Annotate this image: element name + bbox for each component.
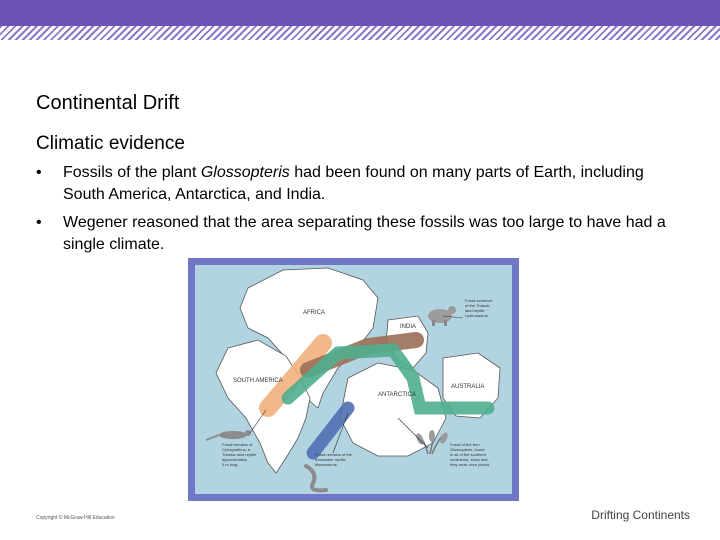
- bullet-text: Wegener reasoned that the area separating these fossils was too large to have had a single climate.: [63, 214, 666, 253]
- copyright-notice: Copyright © McGraw-Hill Education: [36, 515, 115, 521]
- bullet-item: [36, 212, 676, 256]
- footer-title: Drifting Continents: [591, 508, 690, 522]
- label-australia: AUSTRALIA: [451, 384, 485, 390]
- bullet-item: [36, 162, 676, 206]
- caption-cynognathus: Fossil remains of Cynognathus, a Triassic land reptile approximately 3 m long.: [222, 442, 257, 467]
- top-banner: [0, 0, 720, 26]
- bullet-dot: •: [36, 164, 42, 181]
- caption-glossopteris: Fossil of the fern Glossopteris, found in all of the southern continents, show that they were once joined.: [450, 442, 491, 467]
- bullet-text-end: had been found on many parts of Earth, including South America, Antarctica, and India.: [63, 164, 644, 203]
- bullet-dot: •: [36, 214, 42, 231]
- label-africa: AFRICA: [303, 310, 326, 316]
- bullet-list: [36, 162, 676, 262]
- caption-mesosaurus: Fossil remains of the freshwater reptile Mesosaurus.: [315, 452, 352, 467]
- striped-divider: [0, 26, 720, 40]
- bullet-italic-term: Glossopteris: [200, 164, 290, 181]
- label-india: INDIA: [400, 324, 417, 330]
- slide-title: Continental Drift: [36, 92, 180, 114]
- slide-subtitle: Climatic evidence: [36, 133, 185, 154]
- bullet-text-start: Fossils of the plant: [63, 164, 201, 181]
- label-antarctica: ANTARCTICA: [378, 392, 416, 398]
- fossil-distribution-map: [188, 258, 519, 501]
- caption-lystrosaurus: Fossil evidence of the Triassic land reptile Lystrosaurus.: [465, 298, 493, 318]
- label-south-america: SOUTH AMERICA: [233, 378, 283, 384]
